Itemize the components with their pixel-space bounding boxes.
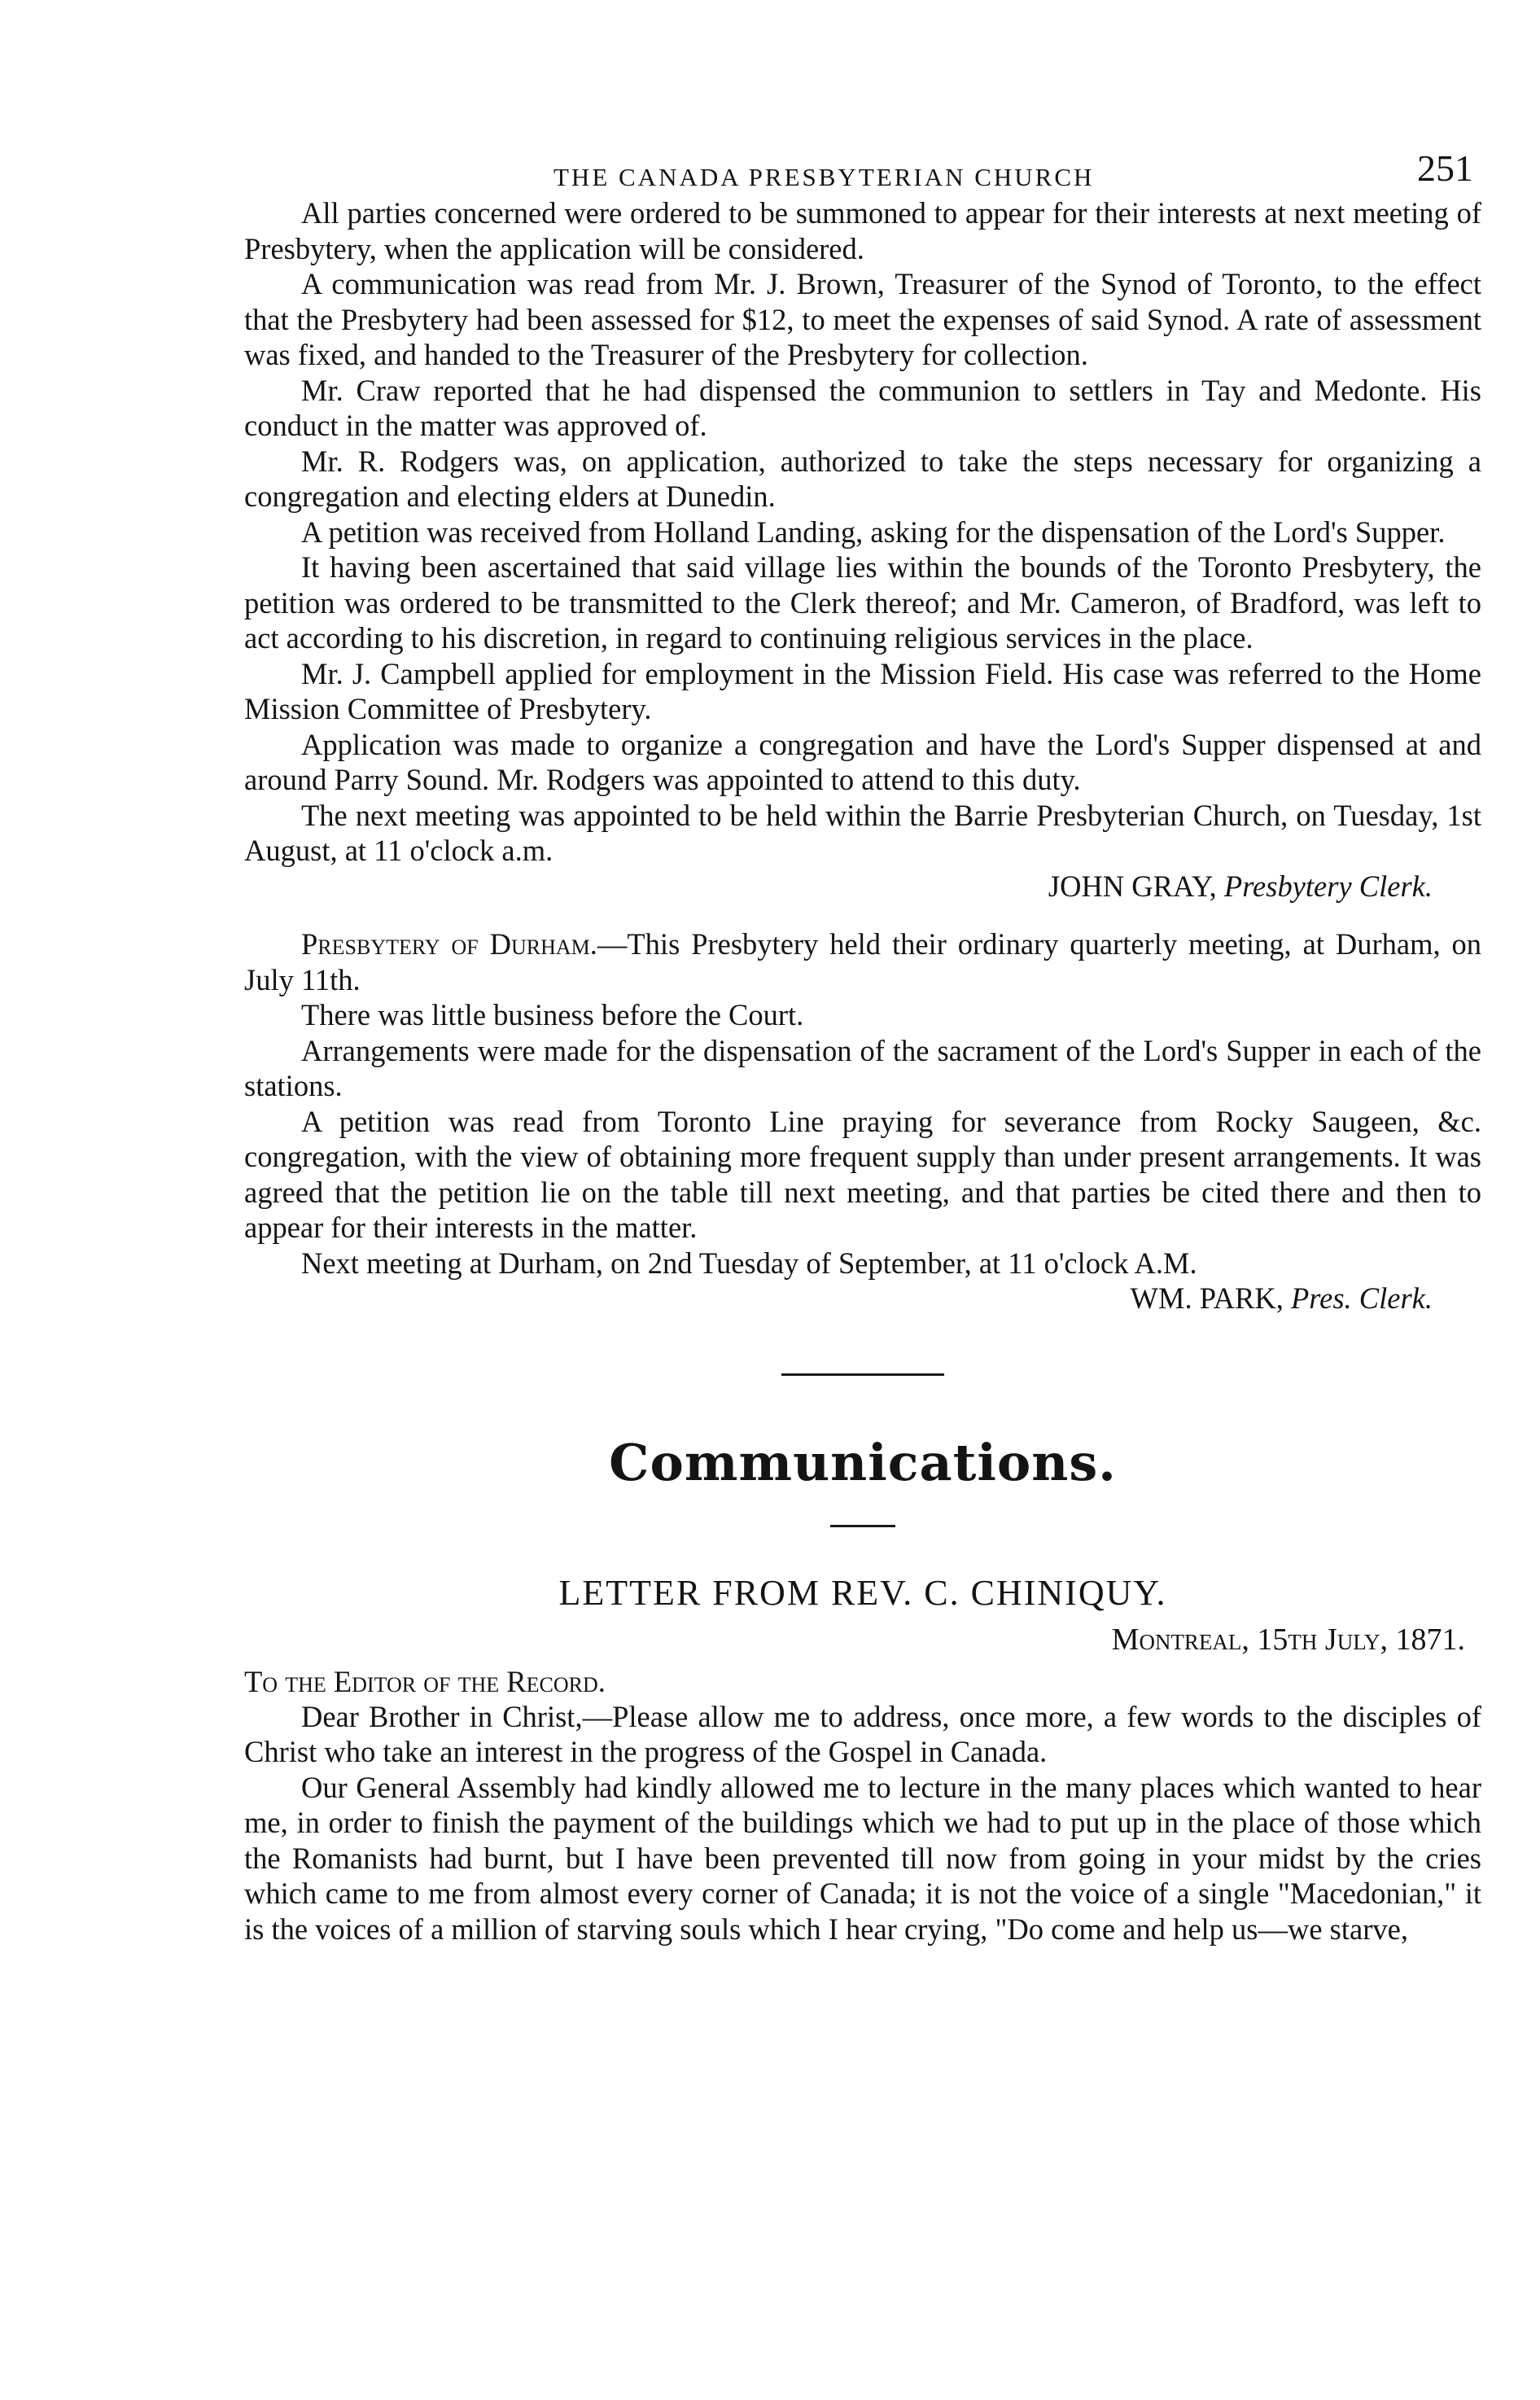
- paragraph: A petition was read from Toronto Line praying for severance from Rocky Saugeen, &c. congregation, with the view of obtaining more frequent supply than under present arrangements. It was agreed that the petition lie on the table till next meeting, and that parties be cited there and then to appear for their interests in the matter.: [244, 1104, 1481, 1244]
- divider-rule: [781, 1373, 944, 1376]
- section-title: Communications.: [609, 1432, 1117, 1492]
- paragraph: All parties concerned were ordered to be summoned to appear for their interests at next meeting of Presbytery, when the application will be considered.: [244, 196, 1481, 265]
- letter-body: [244, 1699, 1481, 1947]
- signature-title: Presbytery Clerk.: [1223, 869, 1433, 903]
- section-heading: Presbytery of Durham.: [301, 927, 597, 961]
- paragraph: Dear Brother in Christ,—Please allow me to address, once more, a few words to the disciples of Christ who take an interest in the progress of the Gospel in Canada.: [244, 1699, 1481, 1768]
- paragraph: Our General Assembly had kindly allowed me to lecture in the many places which wanted to hear me, in order to finish the payment of the buildings which we had to put up in the place of those which the Romanists had burnt, but I have been prevented till now from going in your midst by the cries which came to me from almost every corner of Canada; it is not the voice of a single "Macedonian," it is the voices of a million of starving souls which I hear crying, "Do come and help us—we starve,: [244, 1770, 1481, 1946]
- paragraph: A petition was received from Holland Landing, asking for the dispensation of the Lord's Supper.: [301, 515, 1446, 549]
- signature: [244, 1281, 1481, 1316]
- paragraph: Application was made to organize a congregation and have the Lord's Supper dispensed at and around Parry Sound. Mr. Rodgers was appointed to attend to this duty.: [244, 727, 1481, 796]
- page-number: 251: [1417, 147, 1473, 189]
- dateline: Montreal, 15th July, 1871.: [1111, 1622, 1465, 1657]
- letter-title: LETTER FROM REV. C. CHINIQUY.: [558, 1572, 1167, 1613]
- paragraph: It having been ascertained that said village lies within the bounds of the Toronto Presbytery, the petition was ordered to be transmitted to the Clerk thereof; and Mr. Cameron, of Bradford, was left to act according to his discretion, in regard to continuing religious services in the place.: [244, 550, 1481, 655]
- signature-name: JOHN GRAY,: [1048, 869, 1217, 903]
- paragraph: Mr. R. Rodgers was, on application, authorized to take the steps necessary for organizing a congregation and electing elders at Dunedin.: [244, 444, 1481, 513]
- salutation: To the Editor of the Record.: [244, 1664, 606, 1698]
- paragraph: A communication was read from Mr. J. Brown, Treasurer of the Synod of Toronto, to the effect that the Presbytery had been assessed for $12, to meet the expenses of said Synod. A rate of assessment was fixed, and handed to the Treasurer of the Presbytery for collection.: [244, 267, 1481, 371]
- page-header: [244, 138, 1481, 195]
- paragraph: Next meeting at Durham, on 2nd Tuesday of September, at 11 o'clock A.M.: [301, 1246, 1197, 1280]
- paragraph: Arrangements were made for the dispensation of the sacrament of the Lord's Supper in each of the stations.: [244, 1033, 1481, 1102]
- paragraph-text: —This Presbytery held their ordinary quarterly meeting, at Durham, on July 11th.: [244, 927, 1481, 996]
- divider-rule: [830, 1525, 895, 1527]
- paragraph: There was little business before the Court.: [301, 998, 804, 1031]
- barrie-presbytery-report: [244, 195, 1481, 904]
- paragraph: The next meeting was appointed to be held within the Barrie Presbyterian Church, on Tuesday, 1st August, at 11 o'clock a.m.: [244, 798, 1481, 867]
- durham-presbytery-report: [244, 926, 1481, 1316]
- paragraph: Mr. J. Campbell applied for employment in the Mission Field. His case was referred to the Home Mission Committee of Presbytery.: [244, 656, 1481, 725]
- signature-name: WM. PARK,: [1130, 1281, 1284, 1315]
- page: [244, 138, 1481, 1947]
- signature: [244, 869, 1481, 904]
- signature-title: Pres. Clerk.: [1290, 1281, 1433, 1315]
- paragraph: Mr. Craw reported that he had dispensed the communion to settlers in Tay and Medonte. His conduct in the matter was approved of.: [244, 373, 1481, 442]
- paragraph: [244, 926, 1481, 997]
- running-title: THE CANADA PRESBYTERIAN CHURCH: [553, 163, 1095, 191]
